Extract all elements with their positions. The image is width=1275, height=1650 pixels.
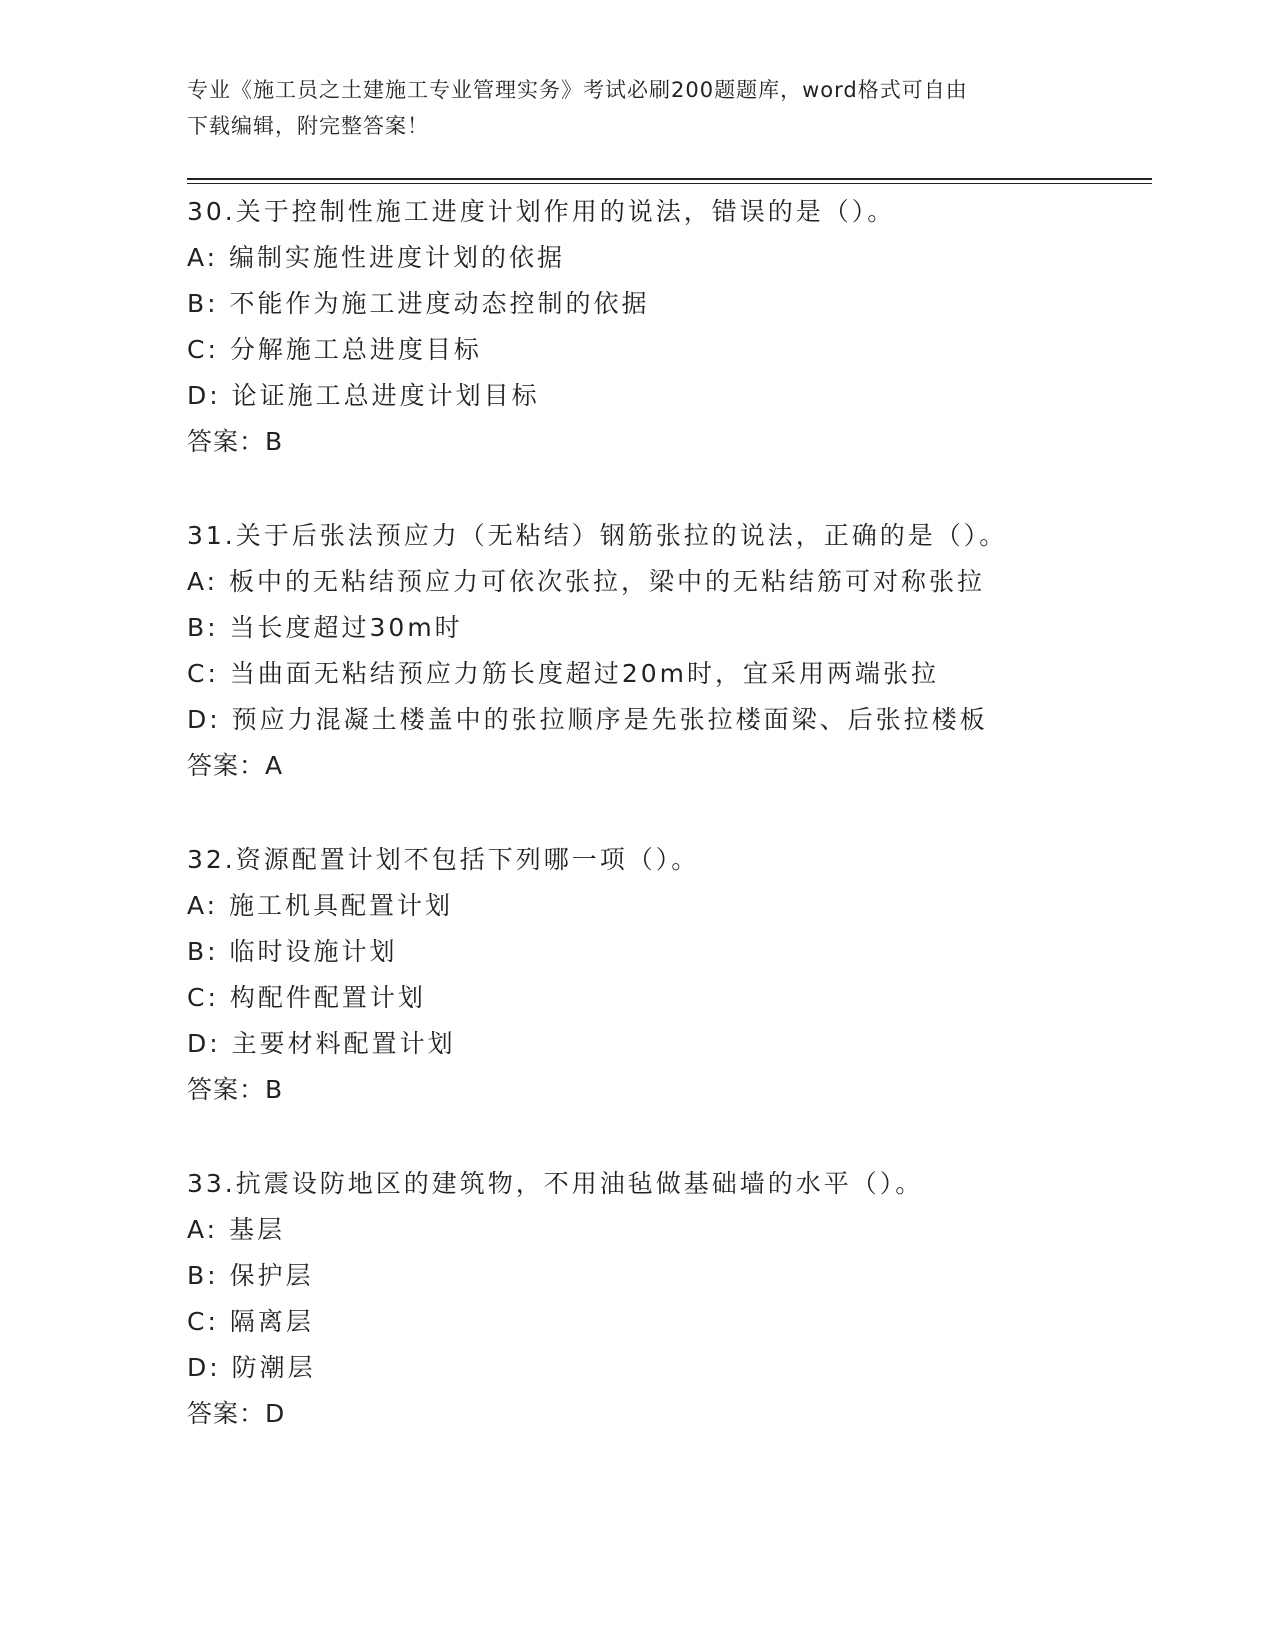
option-b: B: 不能作为施工进度动态控制的依据 bbox=[187, 289, 650, 318]
question-stem: 31.关于后张法预应力（无粘结）钢筋张拉的说法，正确的是（）。 bbox=[187, 521, 1008, 550]
question-32 bbox=[187, 837, 1152, 1113]
option-b: B: 保护层 bbox=[187, 1261, 314, 1290]
answer-label: 答案： bbox=[187, 1399, 266, 1428]
document-header bbox=[187, 72, 1087, 144]
header-line-2: 下载编辑，附完整答案！ bbox=[187, 114, 429, 138]
question-list bbox=[187, 189, 1152, 1485]
question-stem: 30.关于控制性施工进度计划作用的说法，错误的是（）。 bbox=[187, 197, 896, 226]
option-a: A: 编制实施性进度计划的依据 bbox=[187, 243, 566, 272]
question-stem: 33.抗震设防地区的建筑物，不用油毡做基础墙的水平（）。 bbox=[187, 1169, 924, 1198]
option-c: C: 当曲面无粘结预应力筋长度超过20m时，宜采用两端张拉 bbox=[187, 659, 939, 688]
option-a: A: 板中的无粘结预应力可依次张拉，梁中的无粘结筋可对称张拉 bbox=[187, 567, 986, 596]
answer-line bbox=[187, 1391, 1152, 1437]
question-31 bbox=[187, 513, 1152, 789]
question-30 bbox=[187, 189, 1152, 465]
option-b: B: 当长度超过30m时 bbox=[187, 613, 463, 642]
header-divider-thick bbox=[187, 178, 1152, 180]
answer-line bbox=[187, 1067, 1152, 1113]
option-c: C: 构配件配置计划 bbox=[187, 983, 426, 1012]
option-c: C: 隔离层 bbox=[187, 1307, 314, 1336]
header-line-1: 专业《施工员之土建施工专业管理实务》考试必刷200题题库，word格式可自由 bbox=[187, 78, 968, 102]
answer-value: B bbox=[265, 427, 283, 456]
answer-label: 答案： bbox=[187, 1075, 266, 1104]
option-c: C: 分解施工总进度目标 bbox=[187, 335, 482, 364]
option-d: D: 论证施工总进度计划目标 bbox=[187, 381, 540, 410]
question-33 bbox=[187, 1161, 1152, 1437]
answer-value: B bbox=[265, 1075, 283, 1104]
option-a: A: 基层 bbox=[187, 1215, 286, 1244]
answer-line bbox=[187, 743, 1152, 789]
header-divider-thin bbox=[187, 183, 1152, 184]
answer-label: 答案： bbox=[187, 427, 266, 456]
option-d: D: 防潮层 bbox=[187, 1353, 316, 1382]
answer-line bbox=[187, 419, 1152, 465]
option-b: B: 临时设施计划 bbox=[187, 937, 398, 966]
answer-label: 答案： bbox=[187, 751, 266, 780]
option-d: D: 主要材料配置计划 bbox=[187, 1029, 456, 1058]
option-a: A: 施工机具配置计划 bbox=[187, 891, 454, 920]
question-stem: 32.资源配置计划不包括下列哪一项（）。 bbox=[187, 845, 700, 874]
answer-value: D bbox=[265, 1399, 285, 1428]
option-d: D: 预应力混凝土楼盖中的张拉顺序是先张拉楼面梁、后张拉楼板 bbox=[187, 705, 988, 734]
answer-value: A bbox=[265, 751, 283, 780]
